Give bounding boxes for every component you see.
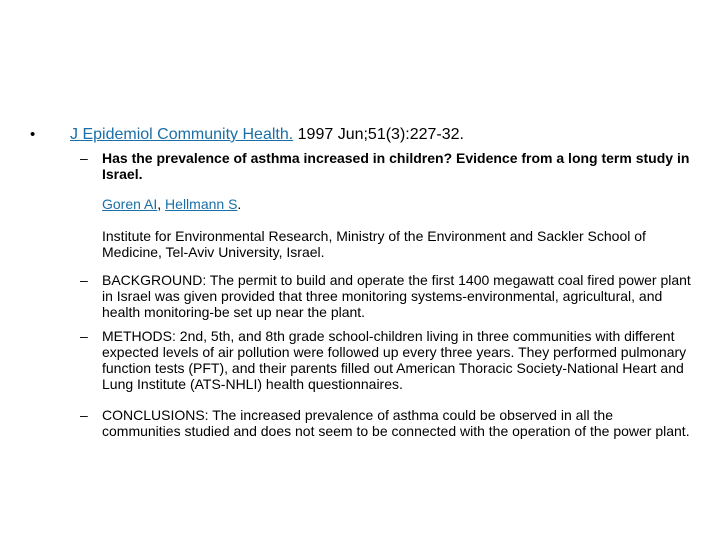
author-list — [102, 196, 692, 212]
citation-line — [70, 126, 690, 144]
bullet-icon: • — [30, 126, 36, 143]
author-link[interactable]: Goren AI — [102, 196, 158, 212]
abstract-methods: METHODS: 2nd, 5th, and 8th grade school-children living in three communities with different expected levels of air pollution were followed up every three years. They performed pulmonary function tests (PFT), and their parents filled out American Thoracic Society-National Heart and Lung Institute (ATS-NHLI) health questionnaires. — [102, 328, 687, 392]
dash-icon: – — [80, 407, 88, 423]
abstract-conclusions: CONCLUSIONS: The increased prevalence of asthma could be observed in all the communities studied and does not seem to be connected with the operation of the power plant. — [102, 407, 690, 439]
citation-details: 1997 Jun;51(3):227-32. — [293, 126, 464, 143]
dash-icon: – — [80, 328, 88, 344]
dash-icon: – — [80, 272, 88, 288]
author-separator: , — [157, 196, 166, 212]
article-title: Has the prevalence of asthma increased in children? Evidence from a long term study in Israel. — [102, 150, 690, 182]
affiliation: Institute for Environmental Research, Ministry of the Environment and Sackler School of Medicine, Tel-Aviv University, Israel. — [102, 228, 646, 260]
author-link[interactable]: Hellmann S — [165, 196, 238, 212]
journal-link[interactable]: J Epidemiol Community Health. — [70, 126, 294, 143]
abstract-background: BACKGROUND: The permit to build and operate the first 1400 megawatt coal fired power plant in Israel was given provided that three monitoring systems-environmental, agricultural, and health monitoring-be set up near the plant. — [102, 272, 691, 320]
dash-icon: – — [80, 150, 88, 166]
author-separator: . — [237, 196, 242, 212]
